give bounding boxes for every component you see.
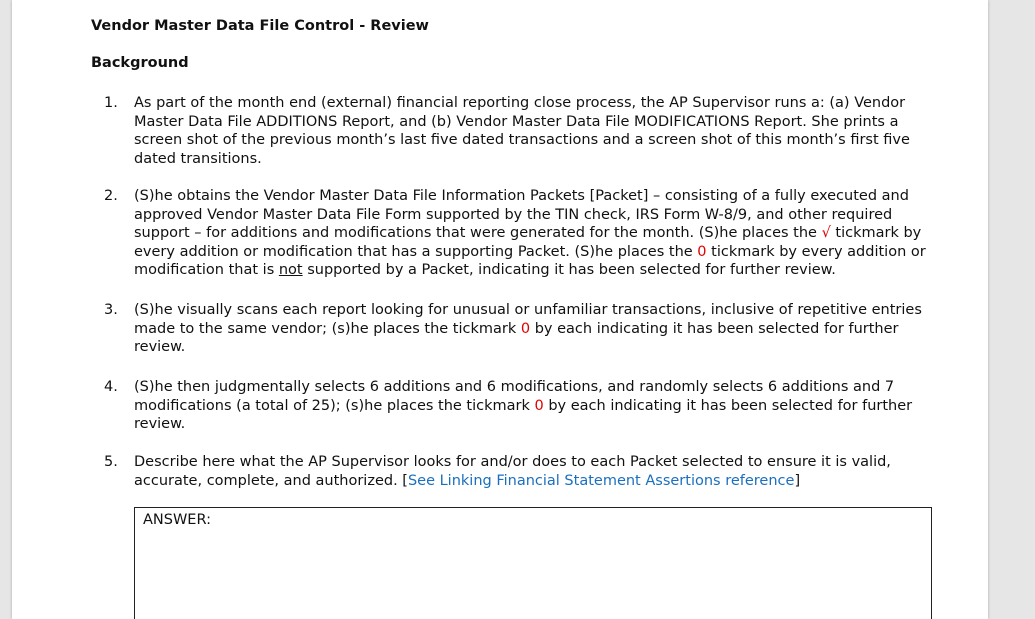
step-2-text-c: tickmark by every addition or modification that is [134, 243, 926, 278]
step-text [134, 378, 944, 434]
step-text [134, 453, 944, 490]
answer-label: ANSWER: [143, 512, 211, 528]
assertions-reference-link[interactable]: See Linking Financial Statement Assertions reference [407, 472, 795, 489]
step-2 [104, 187, 944, 280]
step-text [134, 187, 944, 280]
zero-tickmark: 0 [697, 243, 707, 260]
zero-tickmark: 0 [534, 397, 544, 414]
section-heading: Background [91, 55, 189, 71]
document-title: Vendor Master Data File Control - Review [91, 18, 429, 34]
step-4 [104, 378, 944, 434]
document-page [12, 0, 988, 619]
step-3-text-b: by each indicating it has been selected for further review. [134, 320, 899, 355]
answer-box[interactable] [134, 507, 932, 619]
step-5-text-a: Describe here what the AP Supervisor looks for and/or does to each Packet selected to ensure it is valid, accurate, complete, and authorized. [ [134, 454, 891, 489]
zero-tickmark: 0 [520, 320, 531, 337]
step-3-text-a: (S)he visually scans each report looking for unusual or unfamiliar transactions, inclusive of repetitive entries made to the same vendor; (s)he places the tickmark [134, 302, 922, 337]
step-number: 2. [104, 188, 118, 204]
step-number: 1. [104, 95, 118, 111]
step-2-text-b: tickmark by every addition or modification that has a supporting Packet. (S)he places the [134, 225, 922, 260]
step-4-text-b: by each indicating it has been selected for further review. [134, 397, 913, 432]
step-2-text-a: (S)he obtains the Vendor Master Data File Information Packets [Packet] – consisting of a fully executed and approved Vendor Master Data File Form supported by the TIN check, IRS Form W-8/9, and other required support – for additions and modifications that were generated for the month. (S)he places the [134, 188, 909, 241]
step-5 [104, 453, 944, 490]
step-1-text: As part of the month end (external) financial reporting close process, the AP Supervisor runs a: (a) Vendor Master Data File ADDITIONS Report, and (b) Vendor Master Data File MODIFICATIONS Report. She prints a screen shot of the previous month’s last five dated transactions and a screen shot of this month’s first five dated transitions. [134, 95, 910, 167]
step-3 [104, 301, 944, 357]
emphasis-not: not [278, 262, 303, 278]
step-number: 5. [104, 454, 118, 470]
step-2-text-d: supported by a Packet, indicating it has been selected for further review. [302, 262, 836, 278]
check-tickmark: √ [821, 225, 831, 241]
step-5-text-b: ] [794, 472, 801, 489]
step-number: 4. [104, 379, 118, 395]
step-number: 3. [104, 302, 118, 318]
step-4-text-a: (S)he then judgmentally selects 6 additions and 6 modifications, and randomly selects 6 additions and 7 modifications (a total of 25); (s)he places the tickmark [134, 379, 895, 414]
step-text [134, 94, 944, 168]
step-text [134, 301, 944, 357]
answer-input-area[interactable] [143, 534, 923, 619]
step-1 [104, 94, 944, 168]
